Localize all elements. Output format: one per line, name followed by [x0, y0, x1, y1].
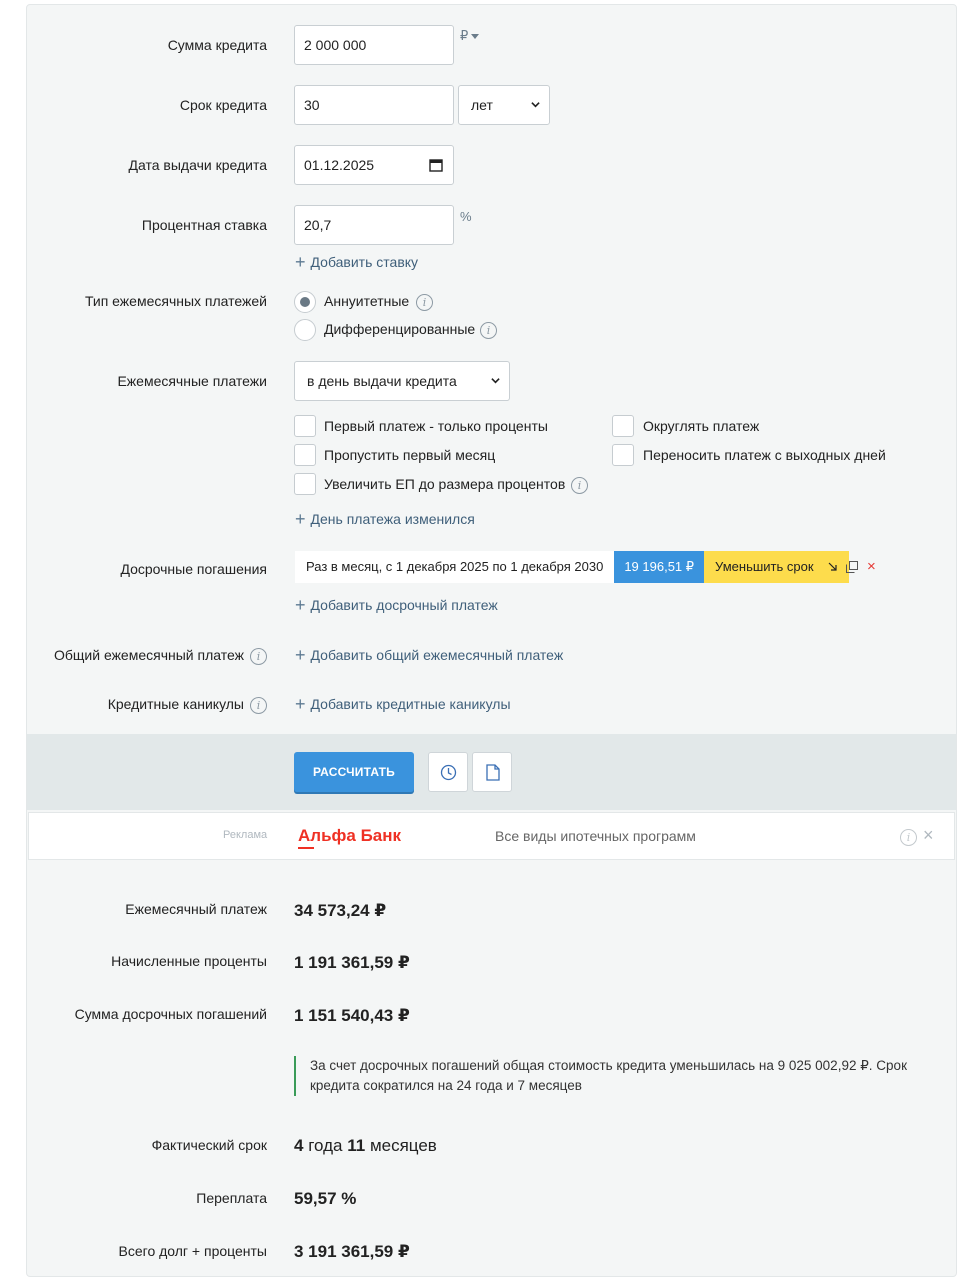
payment-day-changed-link[interactable] [295, 511, 475, 527]
term-years-word: года [308, 1136, 343, 1155]
prepayments-label: Досрочные погашения [120, 561, 267, 577]
document-button[interactable] [472, 752, 512, 792]
info-icon[interactable]: i [250, 697, 267, 714]
monthly-payments-label: Ежемесячные платежи [117, 373, 267, 389]
result-interest-label: Начисленные проценты [111, 953, 267, 969]
issue-date-value: 01.12.2025 [304, 157, 375, 173]
brand-underline [298, 847, 314, 849]
history-button[interactable] [428, 752, 468, 792]
prepayment-mode[interactable] [704, 551, 848, 583]
prepayment-mode-label: Уменьшить срок [715, 559, 814, 574]
ad-brand-logo [298, 826, 401, 849]
document-icon [486, 764, 500, 781]
add-holidays-link[interactable] [295, 696, 511, 712]
term-months: 11 [347, 1136, 366, 1155]
add-prepayment-link[interactable] [295, 597, 498, 613]
result-total-value: 3 191 361,59 ₽ [294, 1242, 410, 1261]
arrow-down-right-icon [828, 562, 838, 572]
chevron-down-icon [531, 100, 540, 109]
radio-annuity[interactable] [294, 291, 316, 313]
plus-icon: + [295, 595, 306, 615]
result-actual-term-label: Фактический срок [151, 1137, 267, 1153]
radio-annuity-label: Аннуитетные [324, 293, 410, 309]
info-icon[interactable]: i [480, 322, 497, 339]
result-total-label: Всего долг + проценты [118, 1243, 267, 1259]
loan-amount-label: Сумма кредита [167, 37, 267, 53]
ad-brand-name: Альфа Банк [298, 826, 402, 845]
result-prepay-value: 1 151 540,43 ₽ [294, 1006, 410, 1025]
checkbox-first-interest-only[interactable] [294, 415, 316, 437]
payment-type-label: Тип ежемесячных платежей [84, 293, 267, 309]
info-icon[interactable]: i [571, 477, 588, 494]
plus-icon: + [295, 509, 306, 529]
checkbox-round-payment-label: Округлять платеж [643, 418, 760, 434]
prepayment-description[interactable]: Раз в месяц, с 1 декабря 2025 по 1 декабря 2030 [295, 551, 614, 583]
checkbox-move-weekend[interactable] [612, 444, 634, 466]
checkbox-increase-payment[interactable] [294, 473, 316, 495]
result-monthly-value: 34 573,24 ₽ [294, 901, 387, 920]
result-overpayment-value: 59,57 % [294, 1189, 357, 1208]
calendar-icon[interactable] [429, 158, 443, 172]
result-monthly-label: Ежемесячный платеж [125, 901, 267, 917]
loan-amount-input[interactable]: 2 000 000 [294, 25, 454, 65]
holidays-label: Кредитные каникулы [107, 696, 244, 712]
issue-date-label: Дата выдачи кредита [128, 157, 267, 173]
result-overpayment-label: Переплата [196, 1190, 267, 1206]
payment-day-changed-label: День платежа изменился [310, 511, 475, 527]
result-interest-value: 1 191 361,59 ₽ [294, 953, 410, 972]
add-common-payment-label: Добавить общий ежемесячный платеж [310, 647, 564, 663]
result-actual-term-value [294, 1136, 437, 1156]
add-rate-link[interactable] [295, 254, 418, 270]
ad-text: Все виды ипотечных программ [495, 828, 696, 844]
info-icon[interactable]: i [416, 294, 433, 311]
checkbox-round-payment[interactable] [612, 415, 634, 437]
add-prepayment-label: Добавить досрочный платеж [310, 597, 498, 613]
clock-icon [440, 764, 457, 781]
payment-day-select[interactable] [294, 361, 510, 401]
close-icon[interactable]: × [923, 825, 934, 845]
term-label: Срок кредита [179, 97, 267, 113]
radio-differentiated-label: Дифференцированные [324, 321, 476, 337]
rate-input[interactable]: 20,7 [294, 205, 454, 245]
plus-icon: + [295, 645, 306, 665]
rate-unit: % [460, 209, 472, 224]
info-icon[interactable]: i [900, 829, 917, 846]
info-icon[interactable]: i [250, 648, 267, 665]
add-holidays-label: Добавить кредитные каникулы [310, 696, 511, 712]
prepayment-amount[interactable]: 19 196,51 ₽ [614, 551, 704, 583]
prepayment-item[interactable] [295, 551, 849, 583]
currency-label: ₽ [460, 28, 469, 43]
add-common-payment-link[interactable] [295, 647, 563, 663]
caret-down-icon [471, 34, 479, 39]
currency-dropdown[interactable] [460, 28, 479, 44]
checkbox-move-weekend-label: Переносить платеж с выходных дней [643, 447, 886, 463]
calculate-button[interactable]: РАССЧИТАТЬ [294, 752, 414, 792]
checkbox-skip-first-month[interactable] [294, 444, 316, 466]
radio-differentiated[interactable] [294, 319, 316, 341]
term-input[interactable]: 30 [294, 85, 454, 125]
copy-icon[interactable] [846, 561, 858, 573]
term-unit-select[interactable] [458, 85, 550, 125]
ad-banner[interactable] [28, 812, 955, 860]
checkbox-first-interest-only-label: Первый платеж - только проценты [324, 418, 548, 434]
checkbox-skip-first-month-label: Пропустить первый месяц [324, 447, 496, 463]
common-payment-label: Общий ежемесячный платеж [53, 647, 244, 663]
result-prepay-label: Сумма досрочных погашений [74, 1006, 267, 1022]
delete-icon[interactable]: × [867, 558, 876, 575]
add-rate-label: Добавить ставку [310, 254, 419, 270]
chevron-down-icon [491, 376, 500, 385]
term-years: 4 [294, 1136, 304, 1155]
savings-note: За счет досрочных погашений общая стоимость кредита уменьшилась на 9 025 002,92 ₽. Срок кредита сократился на 24 года и 7 месяцев [294, 1056, 934, 1096]
ad-label: Реклама [223, 829, 268, 841]
plus-icon: + [295, 252, 306, 272]
checkbox-increase-payment-label: Увеличить ЕП до размера процентов [324, 476, 566, 492]
issue-date-input[interactable] [294, 145, 454, 185]
term-months-word: месяцев [369, 1136, 437, 1155]
plus-icon: + [295, 694, 306, 714]
payment-day-value: в день выдачи кредита [307, 373, 457, 389]
term-unit-value: лет [471, 97, 493, 113]
rate-label: Процентная ставка [141, 217, 267, 233]
